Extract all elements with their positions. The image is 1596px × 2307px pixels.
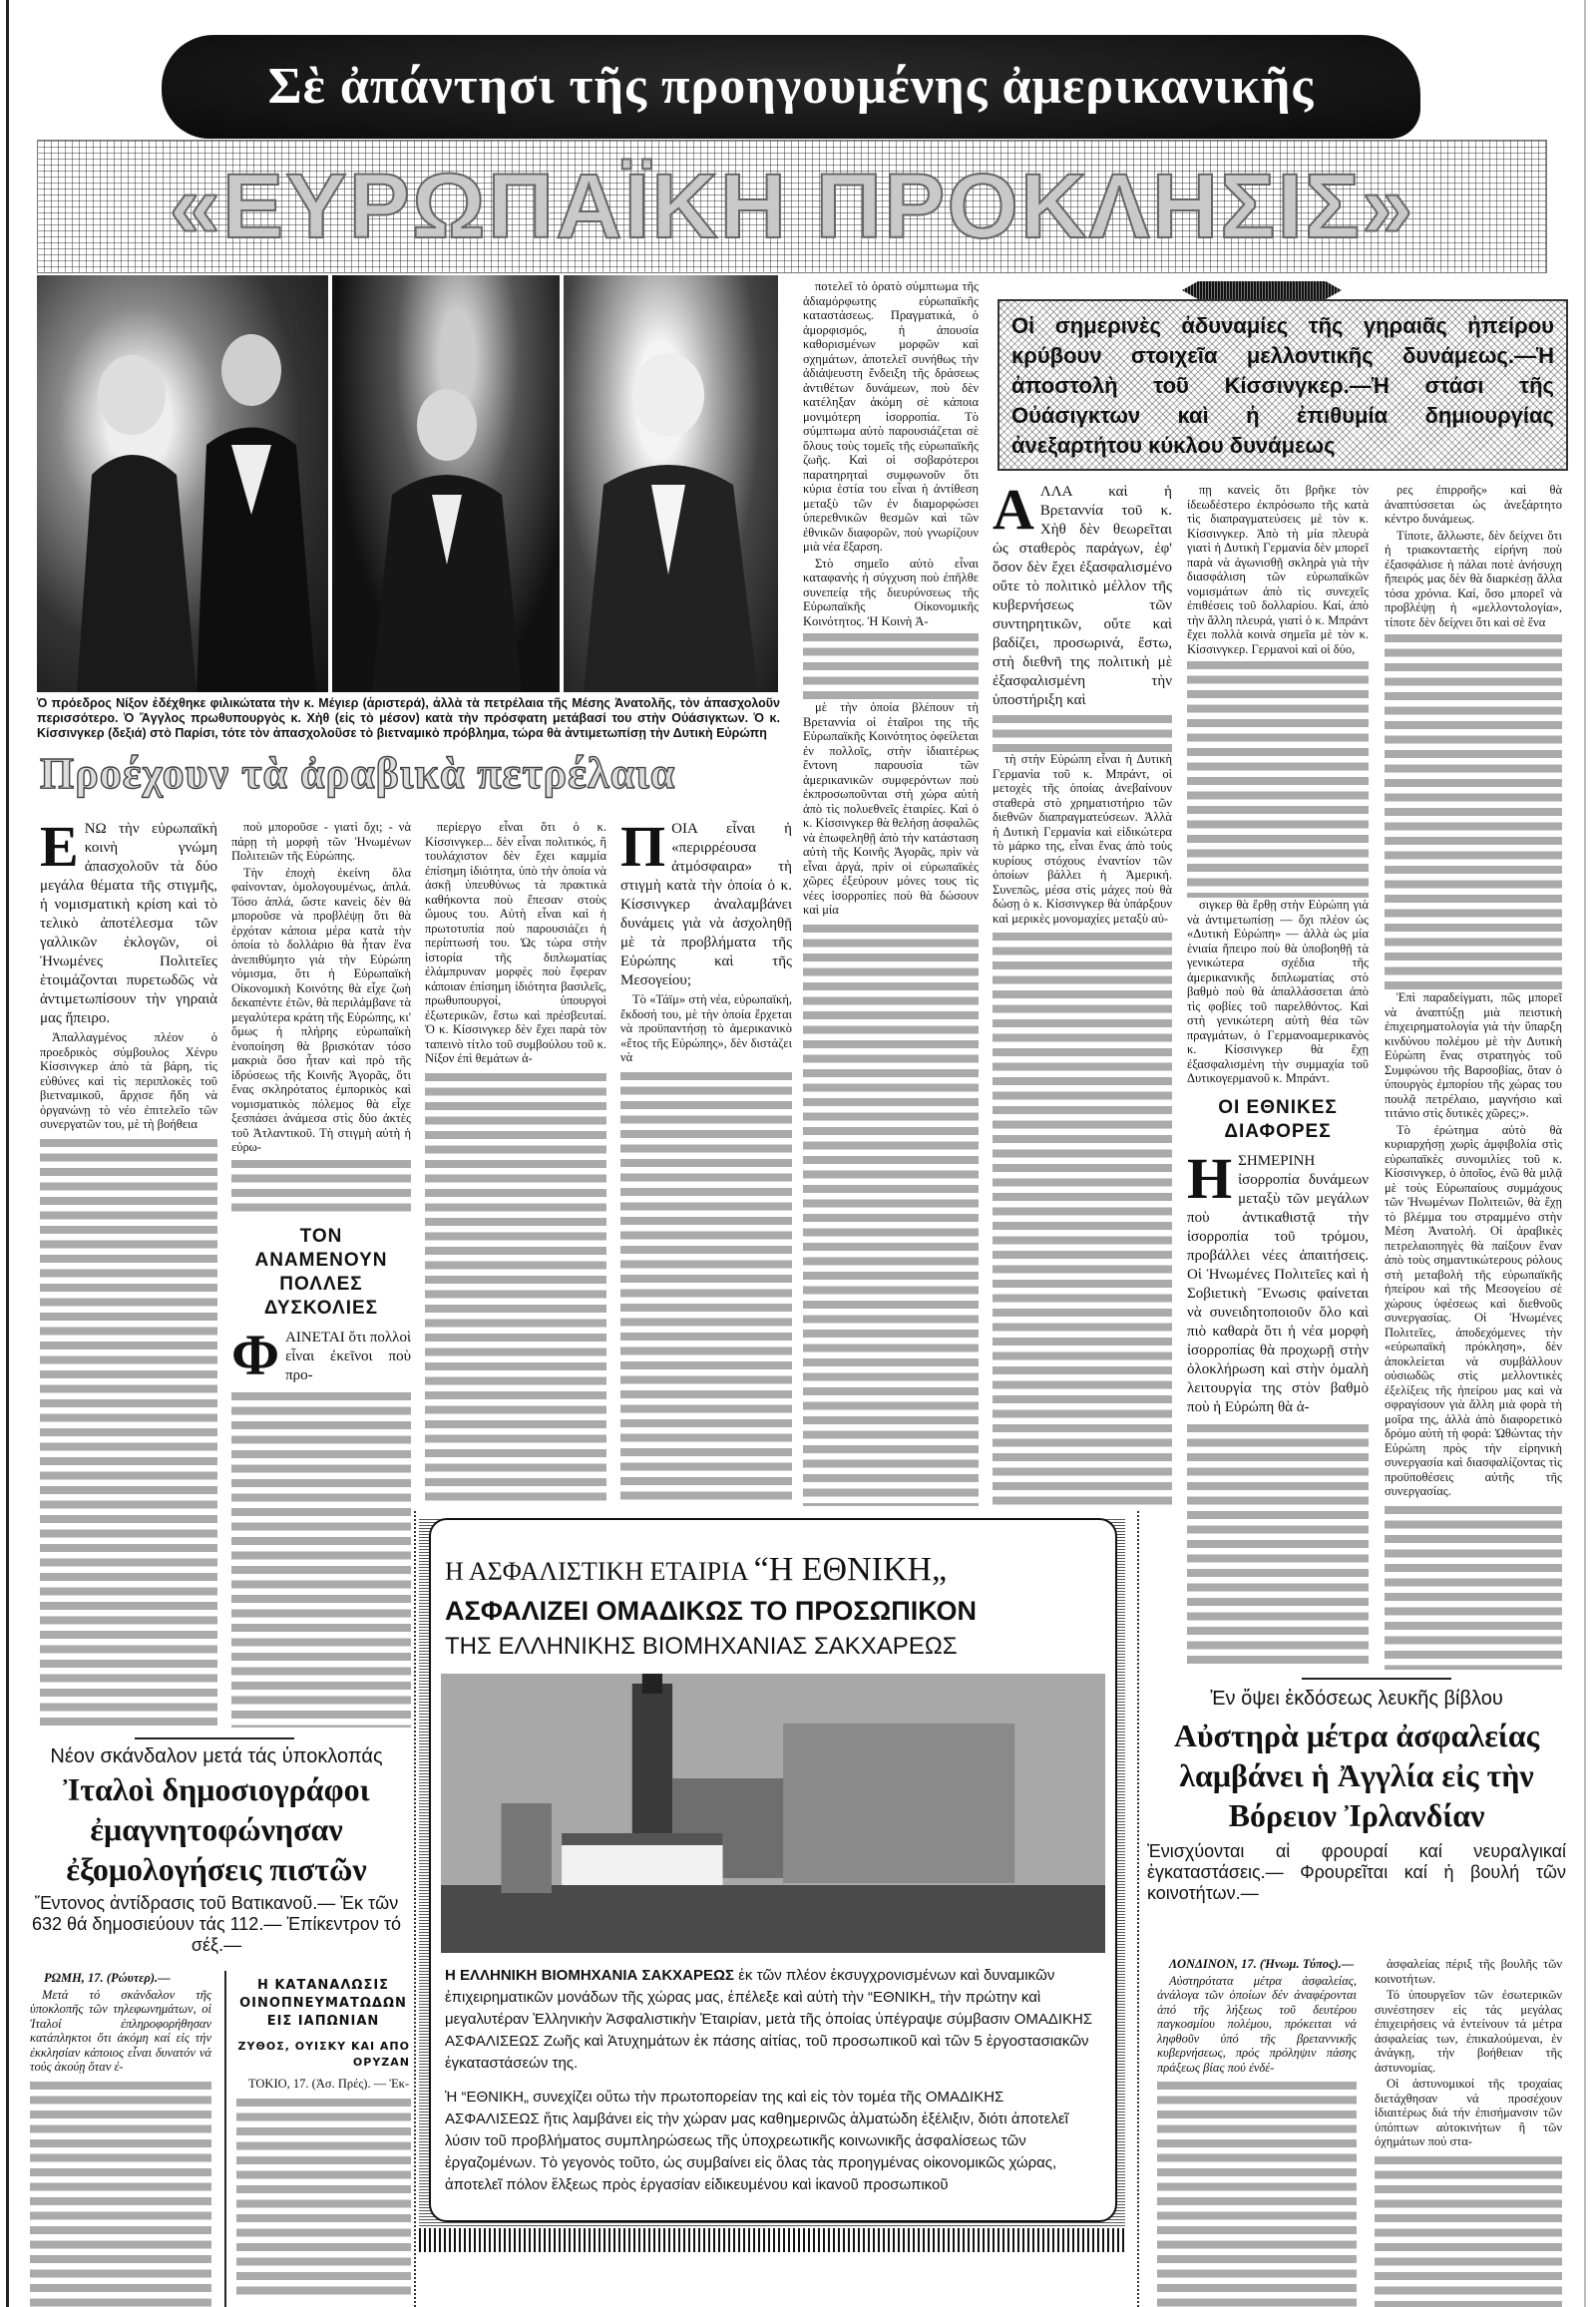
lead-paragraph: ΟΙΑ εἶναι ἡ «περιρρέουσα ἀτμόσφαιρα» τὴ στιγμὴ κατὰ τὴν ὁποία ὁ κ. Κίσσινγκερ ἀναλαμβάνει δυνάμεις γιὰ νὰ ἀσχοληθῇ μὲ τὰ προβλήματα τῆς Εὐρώπης καὶ τῆς Μεσογείου; [620, 821, 792, 988]
dateline: ΡΩΜΗ, 17. (Ρώυτερ).— [44, 1971, 171, 1985]
subheading: ΟΙ ΕΘΝΙΚΕΣ ΔΙΑΦΟΡΕΣ [1218, 1096, 1338, 1142]
dateline: ΛΟΝΔΙΝΟΝ, 17. (Ἡνωμ. Τύπος).— [1169, 1957, 1355, 1971]
paragraph: Αὐστηρότατα μέτρα ἀσφαλείας, ἀνάλογα τῶν ὁποίων δέν ἀναφέρονται ἀπό τῆς λήξεως τοῦ δευτέρου παγκοσμίου πολέμου, πρόκειται νά ληφθοῦν ὑπό τῆς βρεταννικῆς κυβερνήσεως, πρός πρόληψιν πάσης πράξεως βίας πού ἐνδέ- [1157, 1973, 1357, 2075]
text-continuation [1375, 2153, 1562, 2307]
text-continuation [30, 2079, 211, 2307]
subheading: ΤΟΝ ΑΝΑΜΕΝΟΥΝ ΠΟΛΛΕΣ ΔΥΣΚΟΛΙΕΣ [254, 1225, 388, 1319]
article-column-6 [993, 477, 1172, 1506]
text-continuation [1385, 1503, 1562, 1671]
article-column-8 [1385, 483, 1562, 1670]
paragraph: ΑΙΝΕΤΑΙ ὅτι πολλοὶ εἶναι ἐκεῖνοι ποὺ προ- [285, 1329, 411, 1383]
text-continuation [1187, 658, 1369, 898]
ireland-deck: Ἐνισχύονται αἱ φρουραί καί νευραλγικαί ἐγκαταστάσεις.— Φρουρεῖται καί ἡ βουλή τῶν κοινοτήτων.— [1147, 1841, 1566, 1903]
highlight-text: Οἱ σημερινὲς ἀδυναμίες τῆς γηραιᾶς ἠπείρου κρύβουν στοιχεῖα μελλοντικῆς δυνάμεως.—Ἡ ἀποστολὴ τοῦ Κίσσινγκερ.—Ἡ στάσι τῆς Οὐάσιγκτων καὶ ἡ ἐπιθυμία δημιουργίας ἀνεξαρτήτου κύκλου δυνάμεως [1011, 313, 1554, 458]
text-continuation [803, 630, 979, 700]
article-column-3 [425, 820, 606, 1506]
ad-border-ornament [419, 2228, 1125, 2252]
article-column-5 [803, 279, 979, 1506]
text-continuation [1157, 2079, 1357, 2307]
text-continuation [425, 1070, 606, 1507]
photo-heath [332, 275, 560, 692]
italy-headline: Ἰταλοὶ δημοσιογράφοι ἐμαγνητοφώνησαν ἐξομολογήσεις πιστῶν [63, 1771, 370, 1887]
paragraph: Τὸ ἐρώτημα αὐτὸ θὰ κυριαρχήσῃ χωρὶς ἀμφιβολία στὶς εὐρωπαϊκὲς συνομιλίες τοῦ κ. Κίσσινγκερ, ὁ ὁποῖος, ἐνῶ θὰ μιλᾷ μὲ τοὺς Εὐρωπαίους συμμάχους τῶν Ἡνωμένων Πολιτειῶν, θὰ ἔχῃ τὸ βλέμμα του στραμμένο στὴν Μέση Ἀνατολή. Οἱ ἀραβικὲς πετρελαιοπηγὲς θὰ παίξουν ἕναν ἀπὸ τοὺς σημαντικώτερους ρόλους στὴ μεταβολὴ τῆς εὐρωπαϊκῆς ἠπείρου καὶ τῆς Μεσογείου σὲ χώρους ὑφέσεως καὶ διεθνοῦς συνεργασίας. Οἱ Ἡνωμένες Πολιτεῖες, ἀποδεχόμενες τὴν «εὐρωπαϊκὴ πρόκληση», δὲν ἀποκλείεται νὰ συμβάλλουν οὐσιωδῶς στὶς μελλοντικὲς ἐξελίξεις τῆς ἠπείρου μας καὶ νὰ σφραγίσουν γιὰ ἄλλη μιὰ φορὰ τὴ μοῖρα της, ἀλλὰ ἀπὸ διαφορετικὸ δρόμο αὐτὴ τὴ φορά: Ὠθώντας τὴν Εὐρώπη πρὸς τὴν εἰρηνικὴ συνεργασία καὶ διασφαλίζοντας τὶς προϋποθέσεις αὐτῆς τῆς συνεργασίας. [1385, 1122, 1562, 1498]
japan-headline: Η ΚΑΤΑΝΑΛΩΣΙΣ ΟΙΝΟΠΝΕΥΜΑΤΩΔΩΝ ΕΙΣ ΙΑΠΩΝΙΑΝ [239, 1978, 407, 2029]
ad-paragraph-1 [445, 1965, 1101, 2075]
paragraph: Μετά τό σκάνδαλον τῆς ὑποκλοπῆς τῶν τηλεφωνημάτων, οἱ Ἰταλοί ἐπληροφορήθησαν κατάπληκτοι ὅτι ἀκόμη καί εἰς τήν ἐκκλησίαν κάποιος εἶναι δυνατόν νά τούς ἀκούῃ ὅταν ἐ- [30, 1987, 211, 2074]
ad-line-1 [445, 1550, 1101, 1592]
ad-line-2: ΑΣΦΑΛΙΖΕΙ ΟΜΑΔΙΚΩΣ ΤΟ ΠΡΟΣΩΠΙΚΟΝ [445, 1596, 978, 1626]
ad-text: ἐκ τῶν πλέον ἐκσυγχρονισμένων καὶ δυναμικῶν ἐπιχειρηματικῶν μονάδων τῆς χώρας μας, ἐπέλεξε καὶ αὐτὴ τὴν “ΕΘΝΙΚΗ„ τὴν πρώτην καὶ μεγαλυτέραν Ἑλληνικὴν Ἀσφαλιστικὴν Ἑταιρίαν, μετὰ τῆς ὁποίας ὑπέγραψε σύμβασιν ΟΜΑΔΙΚΗΣ ΑΣΦΑΛΙΣΕΩΣ Ζωῆς καὶ Ἀτυχημάτων ἐκ πάσης αἰτίας, τοῦ προσωπικοῦ καὶ τῶν 5 ἐργοστασιακῶν ἐγκαταστάσεών της. [445, 1967, 1093, 2072]
article-column-7 [1187, 483, 1369, 1670]
ad-paragraph-2: Ἡ “ΕΘΝΙΚΗ„ συνεχίζει οὕτω τὴν πρωτοπορείαν της καὶ εἰς τὸν τομέα τῆς ΟΜΑΔΙΚΗΣ ΑΣΦΑΛΙΣΕΩΣ ἥτις λαμβάνει εἰς τὴν χώραν μας καθημερινῶς ἁλματώδη ἐξέλιξιν, διότι ἀποτελεῖ λύσιν τοῦ προβλήματος συμπληρώσεως τῆς ὑποχρεωτικῆς κοινωνικῆς ἀσφαλίσεως τῶν ἐργαζομένων. Τὸ γεγονὸς τοῦτο, ὡς συμβαίνει εἰς ὅλας τὰς προηγμένας οἰκονομικῶς χώρας, ἀποτελεῖ πόλον ἕλξεως πρὸς ἐργασίαν εἰδικευμένου καὶ ἱκανοῦ προσωπικοῦ [445, 2089, 1068, 2193]
drop-cap: Φ [231, 1322, 280, 1387]
paragraph: Τὴν ἐποχὴ ἐκείνη ὅλα φαίνονταν, ὁμολογουμένως, ἁπλά. Τόσο ἁπλά, ὥστε κανεὶς δὲν θὰ μποροῦσε νὰ προβλέψῃ ὅτι θὰ ἐρχόταν κάποια μέρα κατὰ τὴν ὁποία τὸ δολλάριο θὰ ἦταν ἕνα ἀνεπιθύμητο γιὰ τὴν Εὐρώπη νόμισμα, ὅτι ἡ Εὐρωπαϊκὴ Οἰκονομικὴ Κοινότης θὰ εἶχε ζωὴ δεκαπέντε ἐτῶν, θὰ περιλάμβανε τὰ μεγαλύτερα κράτη τῆς Εὐρώπης, κι' ὅμως ἡ πλήρης εὐρωπαϊκὴ ἑνοποίηση θὰ βρισκόταν τόσο μακριὰ ὅσο ἦταν καὶ πρὸ τῆς ἱδρύσεως τῆς Κοινῆς Ἀγορᾶς, ὅτι ἕνας σκληρότατος ἐμπορικὸς καὶ νομισματικὸς πόλεμος θὰ εἶχε ξεσπάσει ἀνάμεσα στὶς δύο ἀκτὲς τοῦ Ἀτλαντικοῦ. Τὴ στιγμὴ αὐτὴ ἡ εὐρω- [231, 865, 411, 1154]
drop-cap: Π [620, 814, 666, 879]
ad-company-type: Η ΑΣΦΑΛΙΣΤΙΚΗ ΕΤΑΙΡΙΑ [445, 1557, 748, 1586]
section-rule [135, 1737, 294, 1739]
text-continuation [620, 1069, 792, 1507]
photo-kissinger [564, 275, 778, 692]
text-continuation [40, 1136, 217, 1729]
paragraph: Ἀπαλλαγμένος πλέον ὁ προεδρικὸς σύμβουλος Χένρυ Κίσσινγκερ ἀπὸ τὰ βάρη, τὶς εὐθύνες καὶ τὶς περιπλοκὲς τοῦ βιετναμικοῦ, ἄρχισε ἤδη νὰ ὀργανώνῃ τὸ νέο ἐπιτελεῖο τῶν συνεργατῶν του, μὲ τὴ βοήθεια [40, 1030, 217, 1131]
drop-cap: Ε [40, 814, 79, 879]
article-column-2 [231, 820, 411, 1728]
ireland-headline: Αὐστηρὰ μέτρα ἀσφαλείας λαμβάνει ἡ Ἀγγλία εἰς τὴν Βόρειον Ἰρλανδίαν [1173, 1718, 1540, 1833]
italy-headline-block [22, 1743, 411, 1956]
paragraph: τὴ στὴν Εὐρώπη εἶναι ἡ Δυτικὴ Γερμανία τοῦ κ. Μπράντ, οἱ μετοχὲς τῆς ὁποίας ἀνεβαίνουν σταθερὰ στὸ χρηματιστήριο τῶν διεθνῶν διαπραγματεύσεων. Ἀλλὰ ἡ Δυτικὴ Γερμανία καὶ εἰδικώτερα τὸ μάρκο της, εἶναι ἕνας ἀπὸ τοὺς κυρίους στόχους ἐναντίον τῶν ὁποίων βάλλει ἡ Ἀμερική. Συνεπῶς, μέσα στὶς μάχες ποὺ θὰ δώσῃ ὁ κ. Κίσσινγκερ θὰ ὑπάρξουν καὶ μερικὲς μονομαχίες μεταξὺ αὐ- [993, 752, 1172, 926]
lead-paragraph: ΝΩ τὴν εὐρωπαϊκὴ κοινὴ γνώμη ἀπασχολοῦν τὰ δύο μεγάλα θέματα τῆς στιγμῆς, ἡ νομισματικὴ κρίση καὶ τὸ τελικὸ ἀποτέλεσμα τῶν γαλλικῶν ἐκλογῶν, οἱ Ἡνωμένες Πολιτεῖες ἑτοιμάζονται πυρετωδῶς νὰ ἀντιμετωπίσουν τὴν γηραιὰ μας ἤπειρο. [40, 821, 217, 1026]
lead-paragraph: ΛΛΑ καὶ ἡ Βρεταννία τοῦ κ. Χὴθ δὲν θεωρεῖται ὡς σταθερὸς παράγων, ἐφ' ὅσον δὲν ἔχει ἐξασφαλισμένο οὔτε τὸ πολιτικὸ μέλλον τῆς κυβερνήσεως τῶν συντηρητικῶν, οὔτε καὶ βαδίζει, προσωρινά, ἔστω, στὴ διεθνῆ της πολιτικὴ μὲ ἐξασφαλισμένη τὴν ὑποστήριξη καὶ [993, 484, 1172, 708]
paragraph: πῃ κανεὶς ὅτι βρῆκε τὸν ἰδεωδέστερο ἐκπρόσωπο τῆς κατὰ τὶς διαπραγματεύσεις μὲ τὸν κ. Κίσσινγκερ. Ἀπὸ τὴ μία πλευρὰ γιατὶ ἡ Δυτικὴ Γερμανία δὲν μπορεῖ παρὰ νὰ ἀγωνισθῇ σκληρὰ γιὰ τὴν διασφάλιση τῶν εὐρωπαϊκῶν νομισμάτων ἀπὸ τὶς συνεχεῖς ἐπιθέσεις τοῦ δολλαρίου. Καί, ἀπὸ τὴν ἄλλη πλευρά, γιατὶ ὁ κ. Μπράντ ἔχει πολλὰ κοινὰ σημεῖα μὲ τὸν κ. Κίσσινγκερ. Γερμανοὶ καὶ οἱ δύο, [1187, 483, 1369, 656]
italy-body-column [30, 1971, 211, 2307]
sugar-factory-photo [441, 1674, 1105, 1953]
ad-brand: “Η ΕΘΝΙΚΗ„ [753, 1551, 948, 1588]
banner-title: «ΕΥΡΩΠΑΪΚΗ ΠΡΟΚΛΗΣΙΣ» [169, 156, 1415, 257]
ireland-column-1 [1157, 1957, 1357, 2307]
paragraph: ΣΗΜΕΡΙΝΗ ἰσορροπία δυνάμεων μεταξὺ τῶν μεγάλων ποὺ ἀντικαθιστᾷ τὴν ἰσορροπία τοῦ τρόμου, προβάλλει νέες ἀπαιτήσεις. Οἱ Ἡνωμένες Πολιτεῖες καὶ ἡ Σοβιετικὴ Ἕνωσις φαίνεται νὰ συνειδητοποιοῦν ὅλο καὶ πιὸ καθαρὰ ὅτι ἡ νέα μορφὴ ἰσορροπίας θὰ προχωρῇ στὴν ὁλοκλήρωση καὶ στὴν ὁμαλὴ λειτουργία της στὸν βαθμὸ ποὺ ἡ Εὐρώπη θὰ ἀ- [1187, 1152, 1369, 1415]
text-continuation [1385, 631, 1562, 990]
insurance-advertisement[interactable] [419, 1518, 1125, 2252]
text-continuation [993, 930, 1172, 1506]
drop-cap: Α [993, 477, 1034, 542]
ireland-kicker: Ἐν ὄψει ἐκδόσεως λευκῆς βίβλου [1210, 1688, 1503, 1710]
paragraph: ρες ἐπιρροῆς» καὶ θὰ ἀναπτύσσεται ὡς ἀνεξάρτητο κέντρο δυνάμεως. [1385, 483, 1562, 526]
highlight-box [998, 299, 1568, 471]
text-continuation [231, 1157, 411, 1215]
photo-nixon-meir [37, 275, 328, 692]
page-edge-left [6, 0, 9, 2307]
ad-company-name: Η ΕΛΛΗΝΙΚΗ ΒΙΟΜΗΧΑΝΙΑ ΣΑΚΧΑΡΕΩΣ [445, 1967, 735, 1984]
text-continuation [993, 712, 1172, 752]
title-banner [37, 140, 1547, 273]
paragraph: Τό ὑπουργεῖον τῶν ἐσωτερικῶν συνέστησεν εἰς τάς μεγάλας ἐπιχειρήσεις νά ἐντείνουν τά μέτρα ἀσφαλείας των, ἐπικαλούμεναι, ἐν ἀνάγκῃ, τήν βοήθειαν τῆς ἀστυνομίας. [1375, 1988, 1562, 2075]
italy-deck: Ἔντονος ἀντίδρασις τοῦ Βατικανοῦ.— Ἐκ τῶν 632 θά δημοσιεύουν τάς 112.— Ἐπίκεντρον τό σέξ.— [31, 1893, 402, 1955]
italy-kicker: Νέον σκάνδαλον μετά τάς ὑποκλοπάς [50, 1745, 383, 1767]
article-column-1 [40, 814, 217, 1728]
paragraph: Οἱ ἀστυνομικοί τῆς τροχαίας διετάχθησαν νά προσέχουν ἰδιαιτέρως διά τήν ἐπισήμανσιν τῶν ὑπόπτων αὐτοκινήτων ἢ τῶν ὀχημάτων πού στα- [1375, 2077, 1562, 2148]
japan-article [224, 1971, 416, 2307]
drop-cap: Η [1187, 1145, 1233, 1211]
paragraph: Τίποτε, ἄλλωστε, δὲν δείχνει ὅτι ἡ τριακονταετὴς εἰρήνη ποὺ ἐξασφάλισε ἡ πάλαι ποτὲ ἀνήσυχη ἤπειρός μας δὲν θὰ διαρκέσῃ ἄλλα τόσα χρόνια. Καί, ὅσο μπορεῖ νὰ προβλέψῃ ἡ «μελλοντολογία», τίποτε δὲν δείχνει ὅτι καὶ σὲ ἕνα [1385, 528, 1562, 629]
paragraph: Τὸ «Τάϊμ» στὴ νέα, εὐρωπαϊκή, ἔκδοσή του, μὲ τὴν ὁποία ἔρχεται νὰ προϋπαντήσῃ τὸ ἀμερικανικὸ «ἔτος τῆς Εὐρώπης», δὲν διστάζει νὰ [620, 992, 792, 1064]
ireland-headline-block [1147, 1686, 1566, 1904]
paragraph: μὲ τὴν ὁποία βλέπουν τὴ Βρεταννία οἱ ἑταῖροι της τῆς Εὐρωπαϊκῆς Κοινότητος ὀφείλεται ἐν πολλοῖς, στὴν ἰδιαιτέρως ἔντονη παρουσία τῶν ἀμερικανικῶν συμφερόντων ποὺ ἐκπροσωποῦνται στὴ χώρα αὐτὴ ἀπὸ τὶς πολυεθνεῖς ἑταιρίες. Καὶ ὁ κ. Κίσσινγκερ θὰ θελήσῃ ἀσφαλῶς νὰ ἐπωφεληθῇ ἀπὸ τὴν κατάσταση αὐτὴ τῆς Κοινῆς Ἀγορᾶς, πρὶν νὰ εἶναι ἀργά, πρὶν οἱ εὐρωπαϊκὲς χῶρες ἐξεύρουν μόνες τους τὶς νέες ἰσορροπίες ποὺ θὰ δώσουν καὶ μία [803, 700, 979, 917]
page-edge-right [1584, 0, 1586, 2307]
section-rule [1302, 1678, 1451, 1680]
main-headline: Προέχουν τὰ ἀραβικὰ πετρέλαια [40, 749, 676, 798]
column-divider [1137, 1511, 1139, 2307]
japan-subhead: ΖΥΘΟΣ, ΟΥΙΣΚΥ ΚΑΙ ΑΠΟ ΟΡΥΖΑΝ [237, 2040, 410, 2069]
paragraph: ποὺ μποροῦσε - γιατὶ ὄχι; - νὰ πάρῃ τὴ μορφὴ τῶν Ἡνωμένων Πολιτειῶν τῆς Εὐρώπης. [231, 820, 411, 863]
box-ornament [1182, 281, 1342, 299]
ad-line-3: ΤΗΣ ΕΛΛΗΝΙΚΗΣ ΒΙΟΜΗΧΑΝΙΑΣ ΣΑΚΧΑΡΕΩΣ [445, 1633, 958, 1660]
kicker-banner [162, 35, 1420, 139]
paragraph: περίεργο εἶναι ὅτι ὁ κ. Κίσσινγκερ... δὲν εἶναι πολιτικός, ἢ τουλάχιστον δὲν ἔχει καμμία ἐπίσημη ἰδιότητα, ὑπὸ τὴν ὁποία νὰ ἀσκῇ ὑπευθύνως τὰ πρακτικὰ καθήκοντα ποὺ ἔπεσαν στοὺς ὤμους του. Αὐτὴ εἶναι καὶ ἡ πρωτοτυπία ποὺ παρουσιάζει ἡ περίπτωσή του. Ὡς τώρα στὴν ἱστορία τῆς διπλωματίας ἐλάμπρυναν μορφὲς ποὺ ἔφεραν κάποιαν ἐπίσημη ἰδιότητα βασιλεῖς, πρωθυπουργοί, ὑπουργοὶ ἐξωτερικῶν, ἔστω καὶ πρέσβευταί. Ὁ κ. Κίσσινγκερ δὲν ἔχει παρὰ τὸν ταπεινὸ τίτλο τοῦ συμβούλου τοῦ κ. Νίξον ἐπὶ θεμάτων ἀ- [425, 820, 606, 1065]
paragraph: Στὸ σημεῖο αὐτὸ εἶναι καταφανὴς ἡ σύγχυση ποὺ ἐπῆλθε συνεπείᾳ τῆς διευρύνσεως τῆς Εὐρωπαϊκῆς Οἰκονομικῆς Κοινότητος. Ἡ Κοινὴ Ἀ- [803, 556, 979, 628]
text-continuation [231, 1389, 411, 1729]
photo-caption: Ὁ πρόεδρος Νίξον ἐδέχθηκε φιλικώτατα τὴν κ. Μέγιερ (ἀριστερά), ἀλλὰ τὰ πετρέλαια τῆς Μέσης Ἀνατολῆς, τὸν ἀπασχολοῦν περισσότερο. Ὁ Ἄγγλος πρωθυπουργὸς κ. Χὴθ (εἰς τὸ μέσον) κατὰ τὴν πρόσφατη μετάβασί του στὴν Οὐάσιγκτων. Ὁ κ. Κίσσινγκερ (δεξιά) στὸ Παρίσι, τότε τὸν ἀπασχολοῦσε τὸ βιετναμικὸ πρόβλημα, τώρα θὰ ἀντιμετωπίσῃ τὴν Δυτικὴ Εὐρώπη [37, 696, 780, 740]
dateline: ΤΟΚΙΟ, 17. (Ἀσ. Πρές). — Ἐκ- [248, 2077, 410, 2091]
kicker-text: Σὲ ἀπάντησι τῆς προηγουμένης ἀμερικανικῆς [267, 58, 1315, 115]
paragraph: σιγκερ θὰ ἔρθῃ στὴν Εὐρώπη γιὰ νὰ ἀντιμετωπίσῃ — ὄχι πλέον ὡς «Δυτικὴ Εὐρώπη» — ἀλλὰ ὡς μία ἑνιαία ἤπειρο ποὺ θὰ ὑποβοηθῇ τὰ γενικώτερα σχέδια τῆς ἀμερικανικῆς διπλωματίας στὸ βαθμὸ ποὺ θὰ ἀπαλλάσσεται ἀπὸ τὶς φοβίες τοῦ παρελθόντος. Καὶ στὴ γενικώτερη αὐτὴ θέα τῶν πραγμάτων, ὁ Γερμανοαμερικανὸς κ. Κίσσινγκερ θὰ ἔχῃ ἐξασφαλισμένη τὴν συμμαχία τοῦ Δυτικογερμανοῦ κ. Μπράντ. [1187, 898, 1369, 1085]
text-continuation [803, 922, 979, 1507]
article-column-4 [620, 814, 792, 1506]
paragraph: ἀσφαλείας πέριξ τῆς βουλῆς τῶν κοινοτήτων. [1375, 1957, 1562, 1986]
ireland-column-2 [1375, 1957, 1562, 2307]
paragraph: Ἐπὶ παραδείγματι, πῶς μπορεῖ νὰ ἀναπτύξῃ μιὰ πειστικὴ ἐπιχειρηματολογία γιὰ τὴν ὕπαρξη κινδύνου πολέμου μὲ τὴν Δυτικὴ Εὐρώπη ἕνας στρατηγὸς τοῦ Συμφώνου τῆς Βαρσοβίας, ὅταν ὁ ὑπουργὸς ἐμπορίου τῆς χώρας του πουλᾷ πετρέλαιο, μαγνήσιο καὶ τιτάνιο στὶς δυτικὲς χῶρες;». [1385, 990, 1562, 1120]
text-continuation [1187, 1421, 1369, 1671]
paragraph: ποτελεῖ τὸ ὁρατὸ σύμπτωμα τῆς ἀδιαμόρφωτης εὐρωπαϊκῆς καταστάσεως. Πραγματικά, ὁ ἀμορφισμός, ἡ ἀπουσία καθορισμένων μορφῶν καὶ σχημάτων, ἀποτελεῖ συνήθως τὴν ἀδιάψευστη ἔνδειξη τῆς δράσεως ἀντιθέτων δυνάμεων, ποὺ δὲν κατέληξαν ἀκόμη σὲ κάποια μονιμότερη ἰσορροπία. Τὸ σύμπτωμα αὐτὸ παρουσιάζεται σὲ ὅλους τοὺς τομεῖς τῆς εὐρωπαϊκῆς ζωῆς. Καὶ οἱ σοβαρότεροι παρατηρηταὶ συμφωνοῦν ὅτι κύρια ἑστία του εἶναι ἡ ἀντίθεση μεταξὺ τῶν ἐν διαμορφώσει ὑπερεθνικῶν θεσμῶν καὶ τῶν ἐθνικῶν διαφορῶν, ποὺ γνωρίζουν μιὰ νέα ἔξαρση. [803, 279, 979, 554]
text-continuation [236, 2096, 411, 2297]
